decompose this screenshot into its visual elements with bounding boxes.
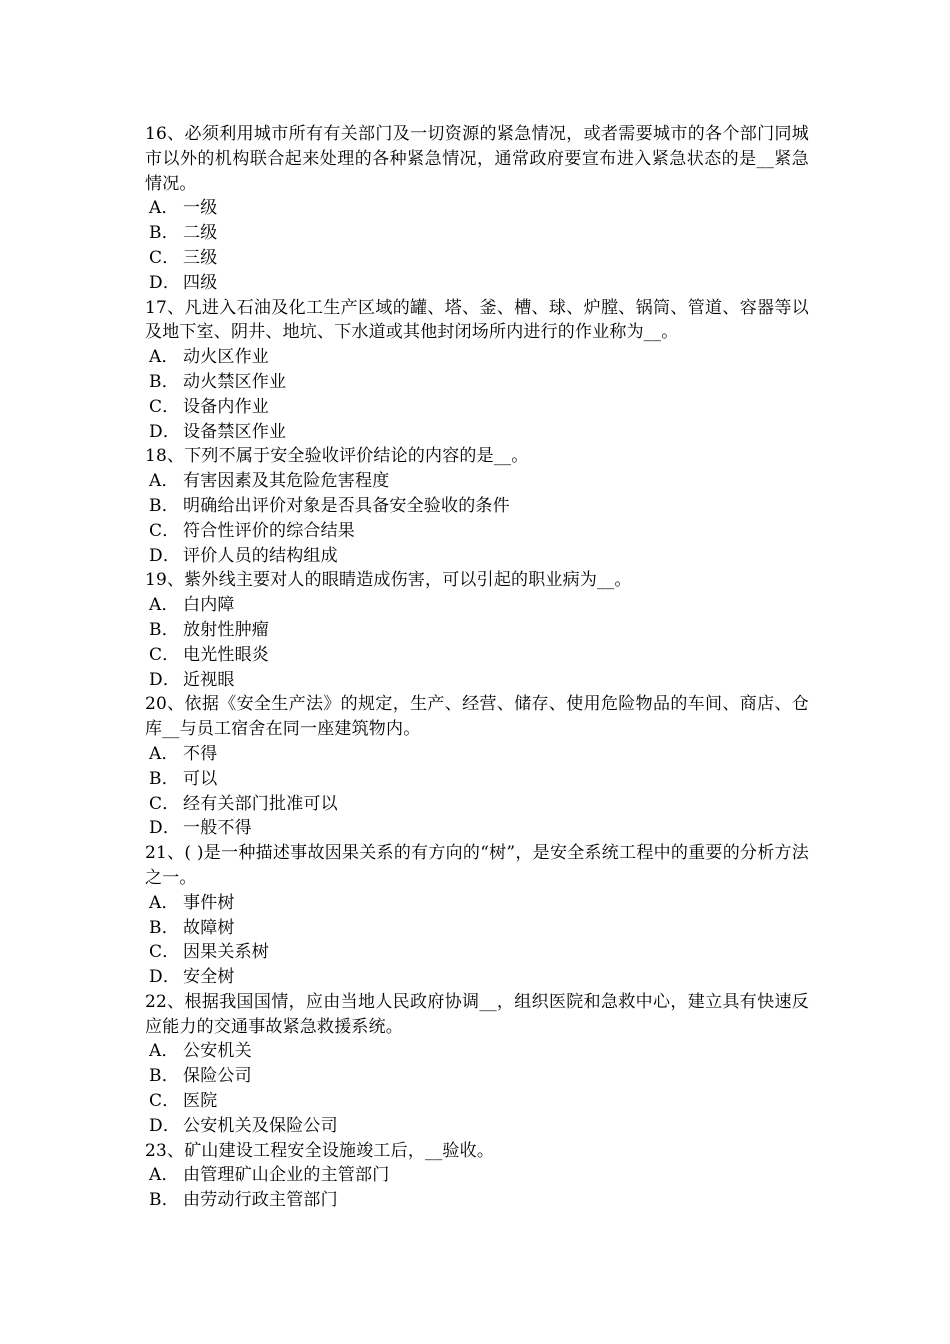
option-text: 由管理矿山企业的主管部门 [183, 1165, 390, 1186]
option-letter: B． [149, 768, 179, 789]
option-list [145, 742, 809, 841]
option-text: 二级 [183, 223, 218, 244]
option-list [145, 345, 809, 444]
option-text: 动火禁区作业 [183, 371, 287, 392]
option-text: 四级 [183, 272, 218, 293]
option-text: 动火区作业 [183, 347, 269, 368]
option-text: 因果关系树 [183, 942, 269, 963]
question-18 [145, 444, 809, 568]
option-b [145, 916, 809, 941]
option-letter: D． [149, 545, 181, 566]
option-a [145, 1039, 809, 1064]
option-letter: D． [149, 421, 181, 442]
option-letter: C． [149, 942, 180, 963]
option-letter: A． [149, 1041, 179, 1062]
option-letter: C． [149, 247, 180, 268]
option-text: 一级 [183, 198, 218, 219]
option-letter: A． [149, 1165, 179, 1186]
option-text: 事件树 [183, 892, 235, 913]
question-19 [145, 568, 809, 692]
question-stem: 21、( )是一种描述事故因果关系的有方向的“树”，是安全系统工程中的重要的分析方法之一。 [145, 843, 809, 888]
option-text: 近视眼 [183, 669, 235, 690]
question-stem: 18、下列不属于安全验收评价结论的内容的是__。 [145, 446, 529, 467]
option-text: 公安机关 [183, 1041, 252, 1062]
question-17 [145, 296, 809, 445]
question-stem: 17、凡进入石油及化工生产区域的罐、塔、釜、槽、球、炉膛、锅筒、管道、容器等以及地下室、阴井、地坑、下水道或其他封闭场所内进行的作业称为__。 [145, 297, 809, 343]
option-list [145, 891, 809, 990]
option-text: 由劳动行政主管部门 [183, 1190, 338, 1211]
option-letter: D． [149, 967, 181, 988]
option-a [145, 742, 809, 767]
option-letter: B． [149, 495, 179, 516]
option-letter: B． [149, 371, 179, 392]
option-b [145, 618, 809, 643]
question-22 [145, 990, 809, 1139]
option-letter: C． [149, 520, 180, 541]
option-d [145, 965, 809, 990]
option-letter: B． [149, 619, 179, 640]
option-text: 白内障 [183, 595, 235, 616]
option-text: 设备内作业 [183, 396, 269, 417]
option-text: 医院 [183, 1091, 218, 1112]
option-d [145, 544, 809, 569]
option-text: 放射性肿瘤 [183, 619, 269, 640]
option-text: 设备禁区作业 [183, 421, 287, 442]
option-a [145, 1163, 809, 1188]
option-text: 可以 [183, 768, 218, 789]
option-b [145, 767, 809, 792]
option-b [145, 370, 809, 395]
option-letter: D． [149, 1115, 181, 1136]
option-letter: D． [149, 818, 181, 839]
option-text: 三级 [183, 247, 218, 268]
option-b [145, 221, 809, 246]
option-c [145, 643, 809, 668]
question-21 [145, 841, 809, 990]
option-text: 故障树 [183, 917, 235, 938]
option-letter: D． [149, 272, 181, 293]
option-text: 电光性眼炎 [183, 644, 269, 665]
option-text: 明确给出评价对象是否具备安全验收的条件 [183, 495, 510, 516]
option-letter: C． [149, 1091, 180, 1112]
option-list [145, 1039, 809, 1138]
option-c [145, 246, 809, 271]
question-23 [145, 1139, 809, 1213]
option-letter: B． [149, 917, 179, 938]
option-list [145, 196, 809, 295]
option-a [145, 345, 809, 370]
option-letter: D． [149, 669, 181, 690]
option-letter: A． [149, 471, 179, 492]
option-a [145, 469, 809, 494]
option-text: 经有关部门批准可以 [183, 793, 338, 814]
option-letter: A． [149, 892, 179, 913]
option-d [145, 271, 809, 296]
option-letter: C． [149, 644, 180, 665]
question-stem: 22、根据我国国情，应由当地人民政府协调__，组织医院和急救中心，建立具有快速反应能力的交通事故紧急救援系统。 [145, 991, 809, 1037]
option-d [145, 420, 809, 445]
question-16 [145, 122, 809, 296]
document-page [145, 122, 809, 1213]
option-letter: C． [149, 793, 180, 814]
option-letter: B． [149, 223, 179, 244]
option-text: 符合性评价的综合结果 [183, 520, 355, 541]
option-a [145, 196, 809, 221]
question-20 [145, 692, 809, 841]
option-c [145, 1089, 809, 1114]
option-a [145, 891, 809, 916]
option-d [145, 668, 809, 693]
option-b [145, 1188, 809, 1213]
option-text: 一般不得 [183, 818, 252, 839]
option-b [145, 1064, 809, 1089]
question-stem: 16、必须利用城市所有有关部门及一切资源的紧急情况，或者需要城市的各个部门同城市以外的机构联合起来处理的各种紧急情况，通常政府要宣布进入紧急状态的是__紧急情况。 [145, 124, 809, 194]
option-letter: A． [149, 743, 179, 764]
question-stem: 19、紫外线主要对人的眼睛造成伤害，可以引起的职业病为__。 [145, 570, 632, 591]
option-text: 保险公司 [183, 1066, 252, 1087]
option-letter: A． [149, 198, 179, 219]
option-d [145, 816, 809, 841]
option-list [145, 1163, 809, 1213]
question-stem: 23、矿山建设工程安全设施竣工后，__验收。 [145, 1140, 495, 1161]
option-letter: B． [149, 1066, 179, 1087]
option-c [145, 519, 809, 544]
option-list [145, 469, 809, 568]
option-letter: C． [149, 396, 180, 417]
option-text: 有害因素及其危险危害程度 [183, 471, 390, 492]
option-list [145, 593, 809, 692]
option-text: 公安机关及保险公司 [183, 1115, 338, 1136]
option-text: 评价人员的结构组成 [183, 545, 338, 566]
option-c [145, 940, 809, 965]
option-letter: A． [149, 347, 179, 368]
question-stem: 20、依据《安全生产法》的规定，生产、经营、储存、使用危险物品的车间、商店、仓库__与员工宿舍在同一座建筑物内。 [145, 694, 809, 740]
option-text: 不得 [183, 743, 218, 764]
option-d [145, 1114, 809, 1139]
option-b [145, 494, 809, 519]
option-text: 安全树 [183, 967, 235, 988]
option-c [145, 395, 809, 420]
option-letter: B． [149, 1190, 179, 1211]
option-a [145, 593, 809, 618]
option-letter: A． [149, 595, 179, 616]
option-c [145, 792, 809, 817]
